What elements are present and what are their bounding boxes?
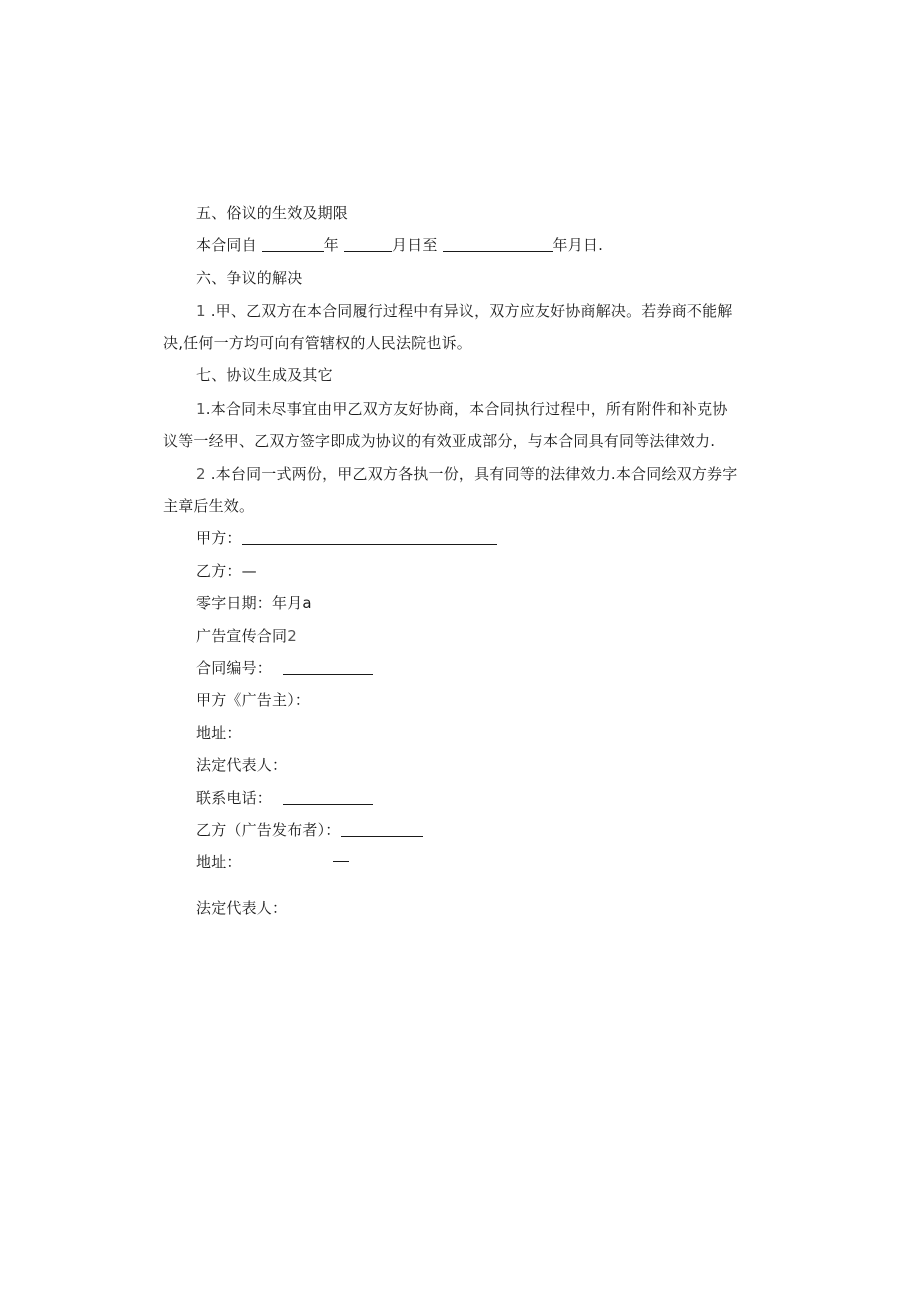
term-end-text: 年月日.	[552, 236, 604, 254]
term-month-blank	[344, 236, 392, 252]
address-2-dash	[333, 861, 349, 862]
term-year-text: 年	[323, 236, 339, 254]
phone-blank	[283, 789, 373, 805]
s7-clause-1-line-2: 议等一经甲、乙双方签字即成为协议的有效亚成部分，与本合同具有同等法律效力.	[163, 432, 716, 450]
term-start-text: 本合同自	[196, 236, 257, 254]
contract-2-title	[196, 625, 297, 647]
clause-text: .本台同一式两份，甲乙双方各执一份，具有同等的法律效力.本合同绘双方券字	[210, 465, 738, 483]
clause-number: 2	[196, 465, 206, 483]
phone-label: 联系电话：	[196, 789, 273, 807]
advertiser-label: 甲方《广告主）：	[196, 691, 311, 709]
contract-2-title-text: 广告宣传合同	[196, 627, 288, 645]
legal-rep-2-label: 法定代表人：	[196, 899, 288, 917]
s6-clause-1-line-1	[196, 300, 733, 322]
contract-no-label: 合同编号：	[196, 659, 273, 677]
sign-date: 零字日期：年月a	[196, 594, 312, 612]
clause-number: 1	[196, 302, 206, 320]
s7-clause-1-line-1	[196, 398, 728, 420]
publisher-blank	[341, 821, 423, 837]
phone-line	[196, 787, 373, 809]
party-a-label: 甲方：	[196, 529, 242, 547]
term-end-blank	[443, 236, 553, 252]
publisher-label: 乙方（广告发布者）：	[196, 821, 341, 839]
party-a-blank	[242, 529, 497, 545]
contract-no-line	[196, 657, 373, 679]
clause-text: .甲、乙双方在本合同履行过程中有异议，双方应友好协商解决。若券商不能解	[210, 302, 733, 320]
contract-2-number: 2	[287, 627, 297, 645]
term-to-text: 月日至	[391, 236, 438, 254]
term-line	[196, 234, 603, 256]
section-7-heading: 七、协议生成及其它	[196, 366, 333, 384]
section-6-heading: 六、争议的解决	[196, 269, 303, 287]
term-year-blank	[262, 236, 324, 252]
party-b-label: 乙方：—	[196, 562, 257, 580]
address-2-line	[196, 851, 349, 873]
address-2-label: 地址：	[196, 853, 242, 871]
s6-clause-1-line-2: 决,任何一方均可向有管辖权的人民法院也诉。	[163, 334, 472, 352]
clause-number: 1	[196, 400, 206, 418]
party-a-signature-line	[196, 527, 497, 549]
contract-no-blank	[283, 659, 373, 675]
legal-rep-label: 法定代表人：	[196, 756, 288, 774]
publisher-line	[196, 819, 423, 841]
s7-clause-2-line-2: 主章后生效。	[163, 497, 255, 515]
section-5-heading: 五、俗议的生效及期限	[196, 204, 349, 222]
clause-text: .本合同未尽事宜由甲乙双方友好协商，本合同执行过程中，所有附件和补克协	[205, 400, 728, 418]
address-label: 地址：	[196, 724, 242, 742]
s7-clause-2-line-1	[196, 463, 737, 485]
